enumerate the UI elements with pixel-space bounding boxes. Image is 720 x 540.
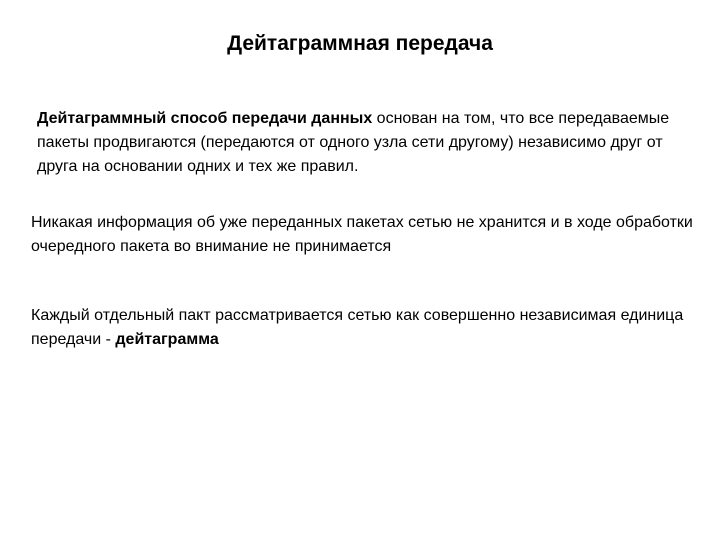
datagram-unit-text: Каждый отдельный пакт рассматривается сетью как совершенно независимая единица передачи - [31, 307, 684, 348]
no-history-text: Никакая информация об уже переданных пакетах сетью не хранится и в ходе обработки очередного пакета во внимание не принимается [31, 214, 693, 255]
paragraph-no-history [31, 211, 701, 259]
paragraph-datagram-unit [31, 304, 701, 352]
paragraph-definition [37, 107, 677, 179]
slide-title: Дейтаграммная передача [227, 32, 493, 55]
definition-term: Дейтаграммный способ передачи данных [37, 110, 373, 127]
definition-text: основан на том, что все передаваемые пакеты продвигаются (передаются от одного узла сети другому) независимо друг от друга на основании одних и тех же правил. [37, 110, 670, 175]
datagram-term: дейтаграмма [115, 331, 219, 348]
